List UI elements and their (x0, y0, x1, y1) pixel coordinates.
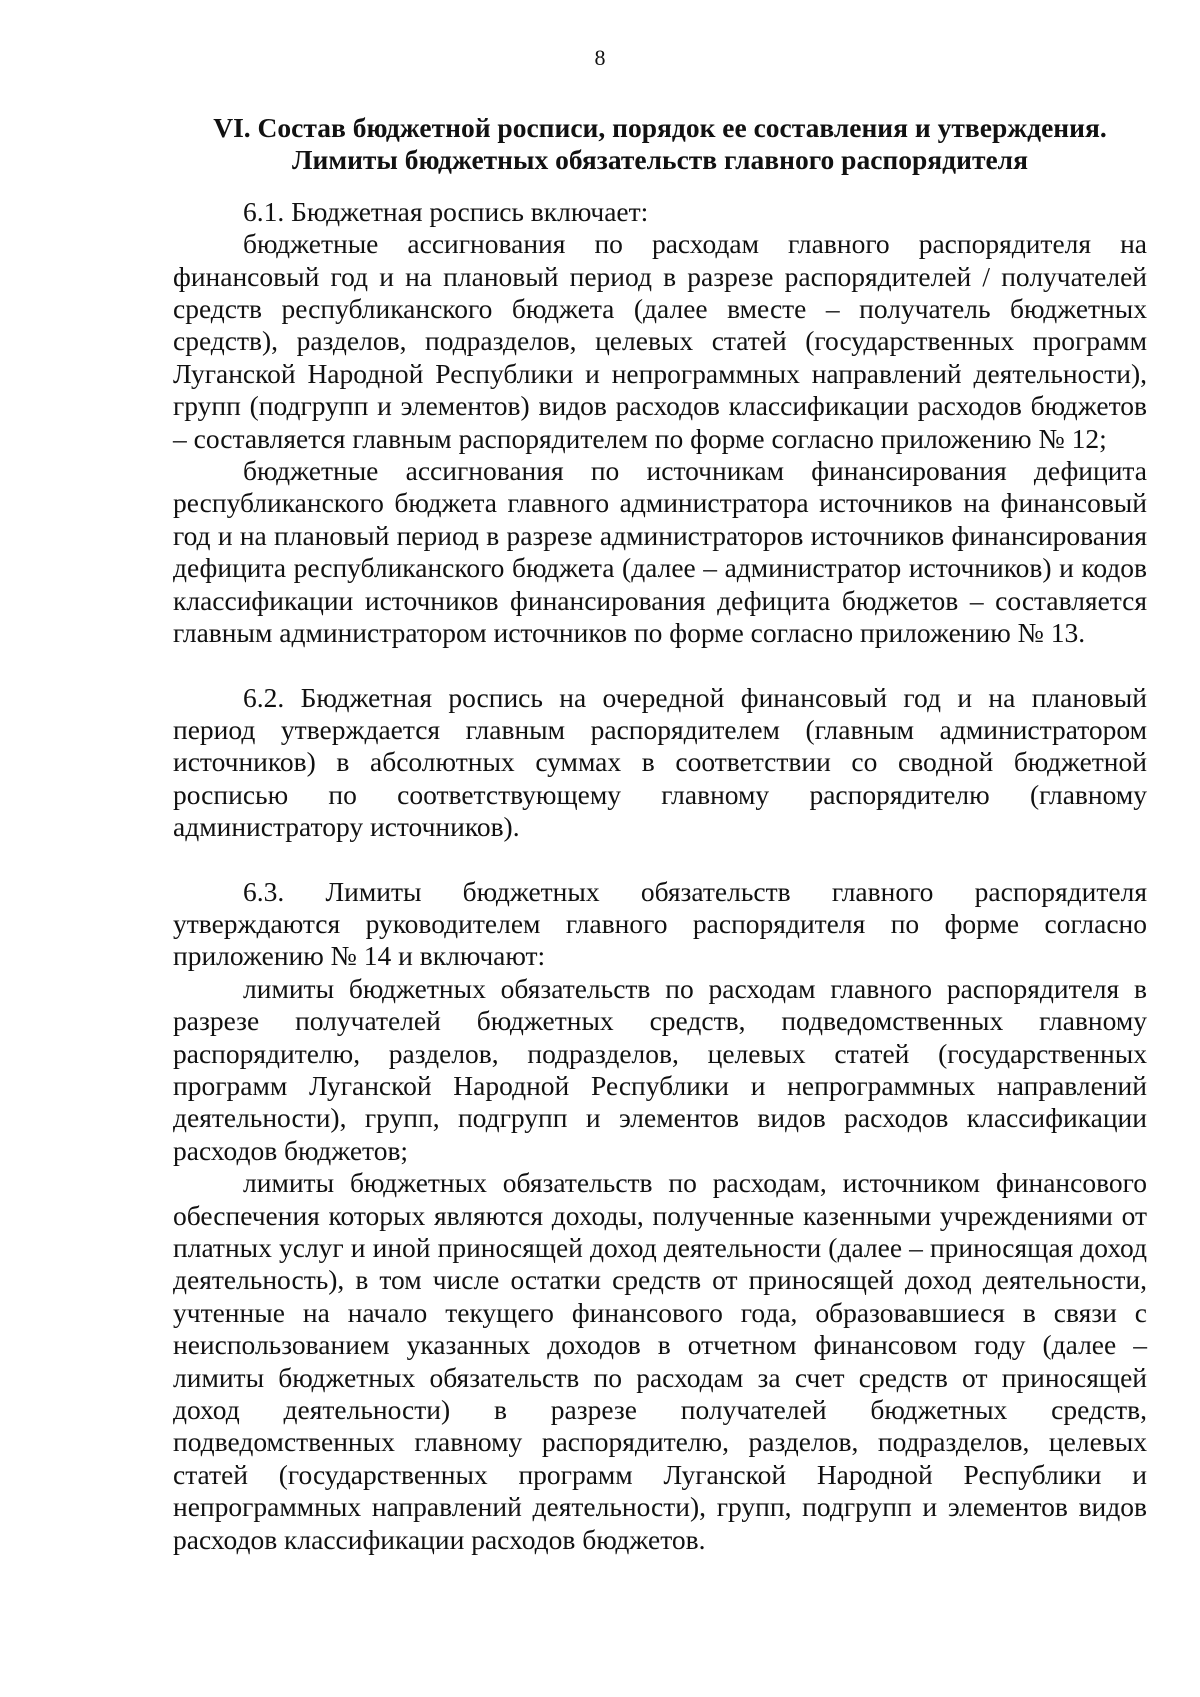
section-heading-line-1: VI. Состав бюджетной росписи, порядок ее составления и утверждения. (213, 112, 1107, 143)
paragraph-6-3: 6.3. Лимиты бюджетных обязательств главного распорядителя утверждаются руководителем главного распорядителя по форме согласно приложению № 14 и включают: (173, 875, 1147, 972)
section-heading (173, 112, 1147, 177)
paragraph-6-2: 6.2. Бюджетная роспись на очередной финансовый год и на плановый период утверждается главным распорядителем (главным администратором источников) в абсолютных суммах в соответствии со сводной бюджетной росписью по соответствующему главному распорядителю (главному администратору источников). (173, 681, 1147, 843)
paragraph-6-1-deficit-financing-allocations: бюджетные ассигнования по источникам финансирования дефицита республиканского бюджета главного администратора источников на финансовый год и на плановый период в разрезе администраторов источников финансирования дефицита республиканского бюджета (далее – администратор источников) и кодов классификации источников финансирования дефицита бюджетов – составляется главным администратором источников по форме согласно приложению № 13. (173, 455, 1147, 649)
section-heading-line-2: Лимиты бюджетных обязательств главного распорядителя (292, 144, 1028, 176)
paragraph-6-1: 6.1. Бюджетная роспись включает: (243, 195, 649, 227)
paragraph-6-3-expenditure-limits: лимиты бюджетных обязательств по расходам главного распорядителя в разрезе получателей бюджетных средств, подведомственных главному распорядителю, разделов, подразделов, целевых статей (государственных программ Луганской Народной Республики и непрограммных направлений деятельности), групп, подгрупп и элементов видов расходов классификации расходов бюджетов; (173, 972, 1147, 1166)
paragraph-6-3-income-activity-limits: лимиты бюджетных обязательств по расходам, источником финансового обеспечения которых являются доходы, полученные казенными учреждениями от платных услуг и иной приносящей доход деятельности (далее – приносящая доход деятельность), в том числе остатки средств от приносящей доход деятельности, учтенные на начало текущего финансового года, образовавшиеся в связи с неиспользованием указанных доходов в отчетном финансовом году (далее – лимиты бюджетных обязательств по расходам за счет средств от приносящей доход деятельности) в разрезе получателей бюджетных средств, подведомственных главному распорядителю, разделов, подразделов, целевых статей (государственных программ Луганской Народной Республики и непрограммных направлений деятельности), групп, подгрупп и элементов видов расходов классификации расходов бюджетов. (173, 1167, 1147, 1555)
paragraph-6-1-expenditure-allocations: бюджетные ассигнования по расходам главного распорядителя на финансовый год и на плановый период в разрезе распорядителей / получателей средств республиканского бюджета (далее вместе – получатель бюджетных средств), разделов, подразделов, целевых статей (государственных программ Луганской Народной Республики и непрограммных направлений деятельности), групп (подгрупп и элементов) видов расходов классификации расходов бюджетов – составляется главным распорядителем по форме согласно приложению № 12; (173, 228, 1147, 454)
document-body (173, 112, 1147, 1556)
page-number: 8 (594, 45, 606, 70)
